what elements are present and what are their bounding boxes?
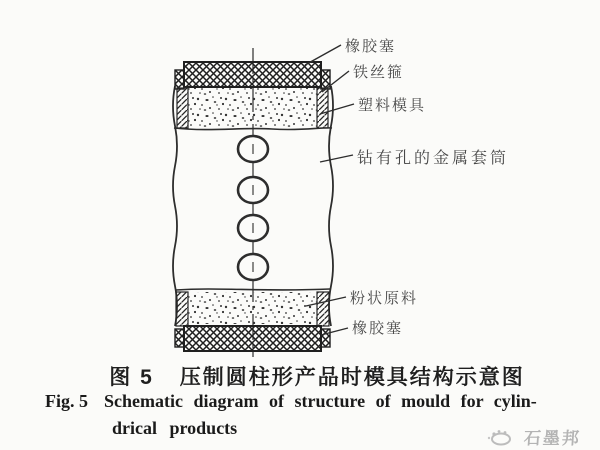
caption-en-line2: drical products bbox=[112, 418, 238, 438]
wire-hoop-bottom-left bbox=[175, 329, 184, 347]
powder-material-top bbox=[188, 88, 317, 127]
label-plastic-mould: 塑料模具 bbox=[358, 97, 427, 114]
powder-material-bottom bbox=[188, 292, 317, 324]
mould-wall-bottom-right bbox=[317, 292, 329, 326]
plastic-mould-wall-right bbox=[317, 88, 328, 128]
watermark bbox=[485, 424, 581, 449]
sleeve-inner-top-edge bbox=[174, 128, 332, 130]
caption-en-figure-number: Fig. 5 bbox=[45, 391, 88, 411]
watermark-text: 石墨邦 bbox=[523, 429, 582, 448]
caption-chinese bbox=[0, 361, 600, 391]
wire-hoop-bottom-right bbox=[321, 329, 330, 347]
label-iron-wire-hoop: 铁丝箍 bbox=[353, 64, 405, 81]
mould-wall-bottom-left bbox=[176, 292, 188, 326]
sleeve-inner-bottom-edge bbox=[176, 289, 330, 290]
caption-zh-title: 压制圆柱形产品时模具结构示意图 bbox=[179, 366, 525, 389]
label-powder-material: 粉状原料 bbox=[350, 290, 419, 307]
rubber-plug-top bbox=[184, 62, 321, 87]
caption-en-line1: Schematic diagram of structure of mould for cylin- bbox=[104, 391, 537, 411]
watermark-logo-icon bbox=[485, 428, 517, 446]
label-rubber-plug-top: 橡胶塞 bbox=[345, 38, 397, 55]
plastic-mould-wall-left bbox=[177, 88, 188, 128]
leader-rubber-plug-top bbox=[305, 45, 341, 65]
leader-metal-sleeve bbox=[320, 155, 353, 162]
wire-hoop-top-left bbox=[175, 70, 184, 89]
rubber-plug-bottom bbox=[184, 326, 321, 351]
label-metal-sleeve: 钻有孔的金属套筒 bbox=[357, 150, 510, 167]
caption-zh-figure-number: 图 5 bbox=[109, 366, 154, 389]
label-rubber-plug-bottom: 橡胶塞 bbox=[352, 320, 404, 337]
